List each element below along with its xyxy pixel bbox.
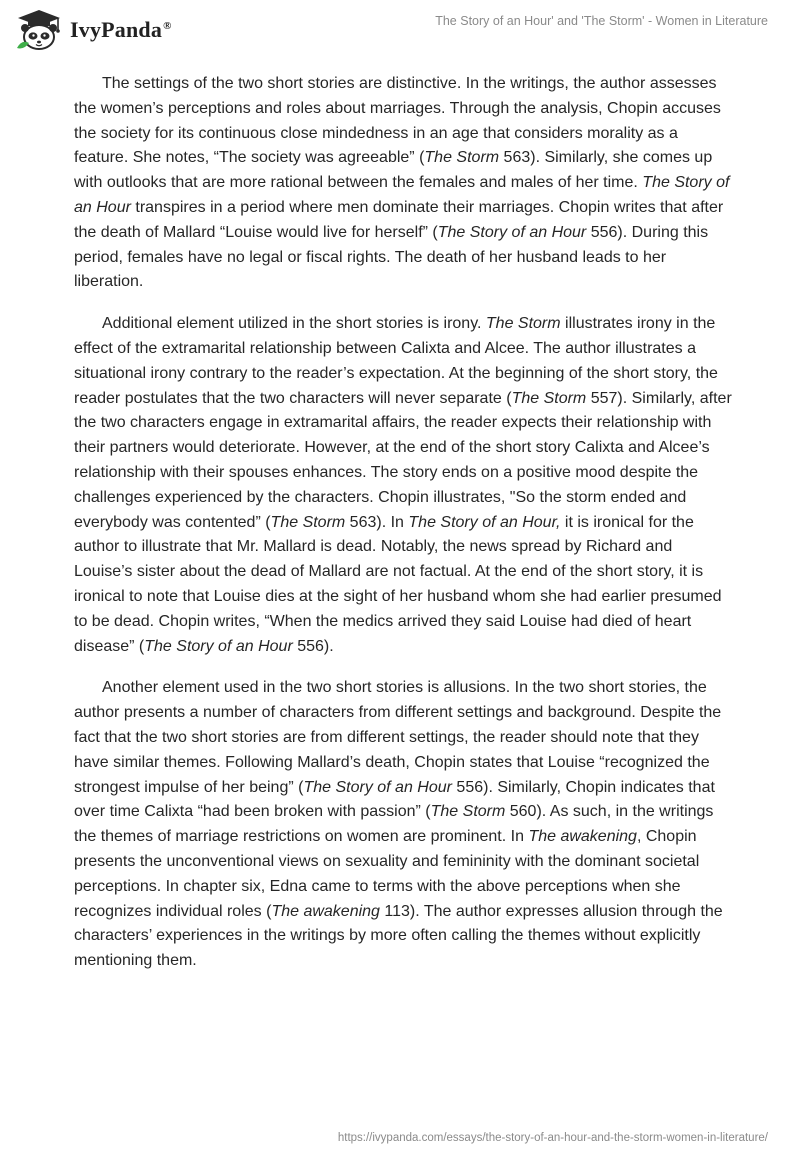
page-header xyxy=(0,0,800,60)
work-title: The Story of an Hour xyxy=(303,778,452,796)
text-run: Another element used in the two short stories is allusions. In the two short stories, the author presents a number of characters from different settings and background. Despite the fact that the two short stories are from different settings, the reader should note that they have similar themes. Following Mallard’s death, Chopin states that Louise “recognized the strongest impulse of her being” ( xyxy=(74,679,722,796)
text-run: 556). xyxy=(292,637,334,655)
document-title: The Story of an Hour' and 'The Storm' - Women in Literature xyxy=(435,14,768,28)
text-run: 557). Similarly, after the two characters engage in extramarital affairs, the reader expects their relationship with their partners would deteriorate. However, at the end of the short story Calixta and Alcee’s relationship with their spouses enhances. The story ends on a positive mood despite the challenges experienced by the characters. Chopin illustrates, "So the storm ended and everybody was contented” ( xyxy=(74,389,732,531)
panda-graduate-icon xyxy=(14,8,64,52)
text-run: 556). Similarly, Chopin indicates that over time Calixta “had been broken with passion” ( xyxy=(74,778,715,821)
work-title: The Story of an Hour, xyxy=(408,513,561,531)
text-run: The settings of the two short stories are distinctive. In the writings, the author assesses the women’s perceptions and roles about marriages. Through the analysis, Chopin accuses the society for its continuous close mindedness in an age that considers morality as a feature. She notes, “The society was agreeable” ( xyxy=(74,75,721,167)
work-title: The Storm xyxy=(430,803,506,821)
work-title: The Story of an Hour xyxy=(437,223,587,241)
work-title: The Story of an Hour xyxy=(74,174,730,216)
work-title: The Story of an Hour xyxy=(144,637,293,655)
logo-text: IvyPanda® xyxy=(70,17,172,42)
text-run: 563). Similarly, she comes up with outlooks that are more rational between the females and males of her time. xyxy=(74,149,713,192)
text-run: 563). In xyxy=(345,513,409,531)
paragraph-settings xyxy=(74,72,734,295)
text-run: 560). As such, in the writings the themes of marriage restrictions on women are prominent. In xyxy=(74,803,714,846)
text-run: , Chopin presents the unconventional views on sexuality and femininity with the dominant societal perceptions. In chapter six, Edna came to terms with the above perceptions when she recognizes individual roles ( xyxy=(74,828,700,920)
work-title: The Storm xyxy=(424,149,500,167)
work-title: The Storm xyxy=(270,513,346,531)
work-title: The awakening xyxy=(271,902,380,920)
text-run: 556). During this period, females have no legal or fiscal rights. The death of her husband leads to her liberation. xyxy=(74,223,709,291)
work-title: The awakening xyxy=(528,828,637,846)
source-url[interactable]: https://ivypanda.com/essays/the-story-of-an-hour-and-the-storm-women-in-literature/ xyxy=(337,1132,768,1144)
paragraph-allusions xyxy=(74,676,734,974)
work-title: The Storm xyxy=(485,315,561,333)
text-run: it is ironical for the author to illustrate that Mr. Mallard is dead. Notably, the news spread by Richard and Louise’s sister about the dead of Mallard are not factual. At the end of the short story, it is ironical to note that Louise dies at the sight of her husband whom she had earlier presumed to be dead. Chopin writes, “When the medics arrived they said Louise had died of heart disease” ( xyxy=(74,513,722,655)
work-title: The Storm xyxy=(511,389,587,407)
essay-body xyxy=(74,72,734,991)
text-run: Additional element utilized in the short stories is irony. xyxy=(102,315,486,333)
ivypanda-logo[interactable] xyxy=(14,8,172,52)
text-run: illustrates irony in the effect of the extramarital relationship between Calixta and Alcee. The author illustrates a situational irony contrary to the reader’s expectation. At the beginning of the short story, the reader postulates that the two characters will never separate ( xyxy=(74,315,718,407)
paragraph-irony xyxy=(74,312,734,659)
text-run: transpires in a period where men dominate their marriages. Chopin writes that after the death of Mallard “Louise would live for herself” ( xyxy=(74,198,724,241)
text-run: 113). The author expresses allusion through the characters’ experiences in the writings by more often calling the themes without explicitly mentioning them. xyxy=(74,902,723,970)
registered-mark: ® xyxy=(163,19,172,32)
